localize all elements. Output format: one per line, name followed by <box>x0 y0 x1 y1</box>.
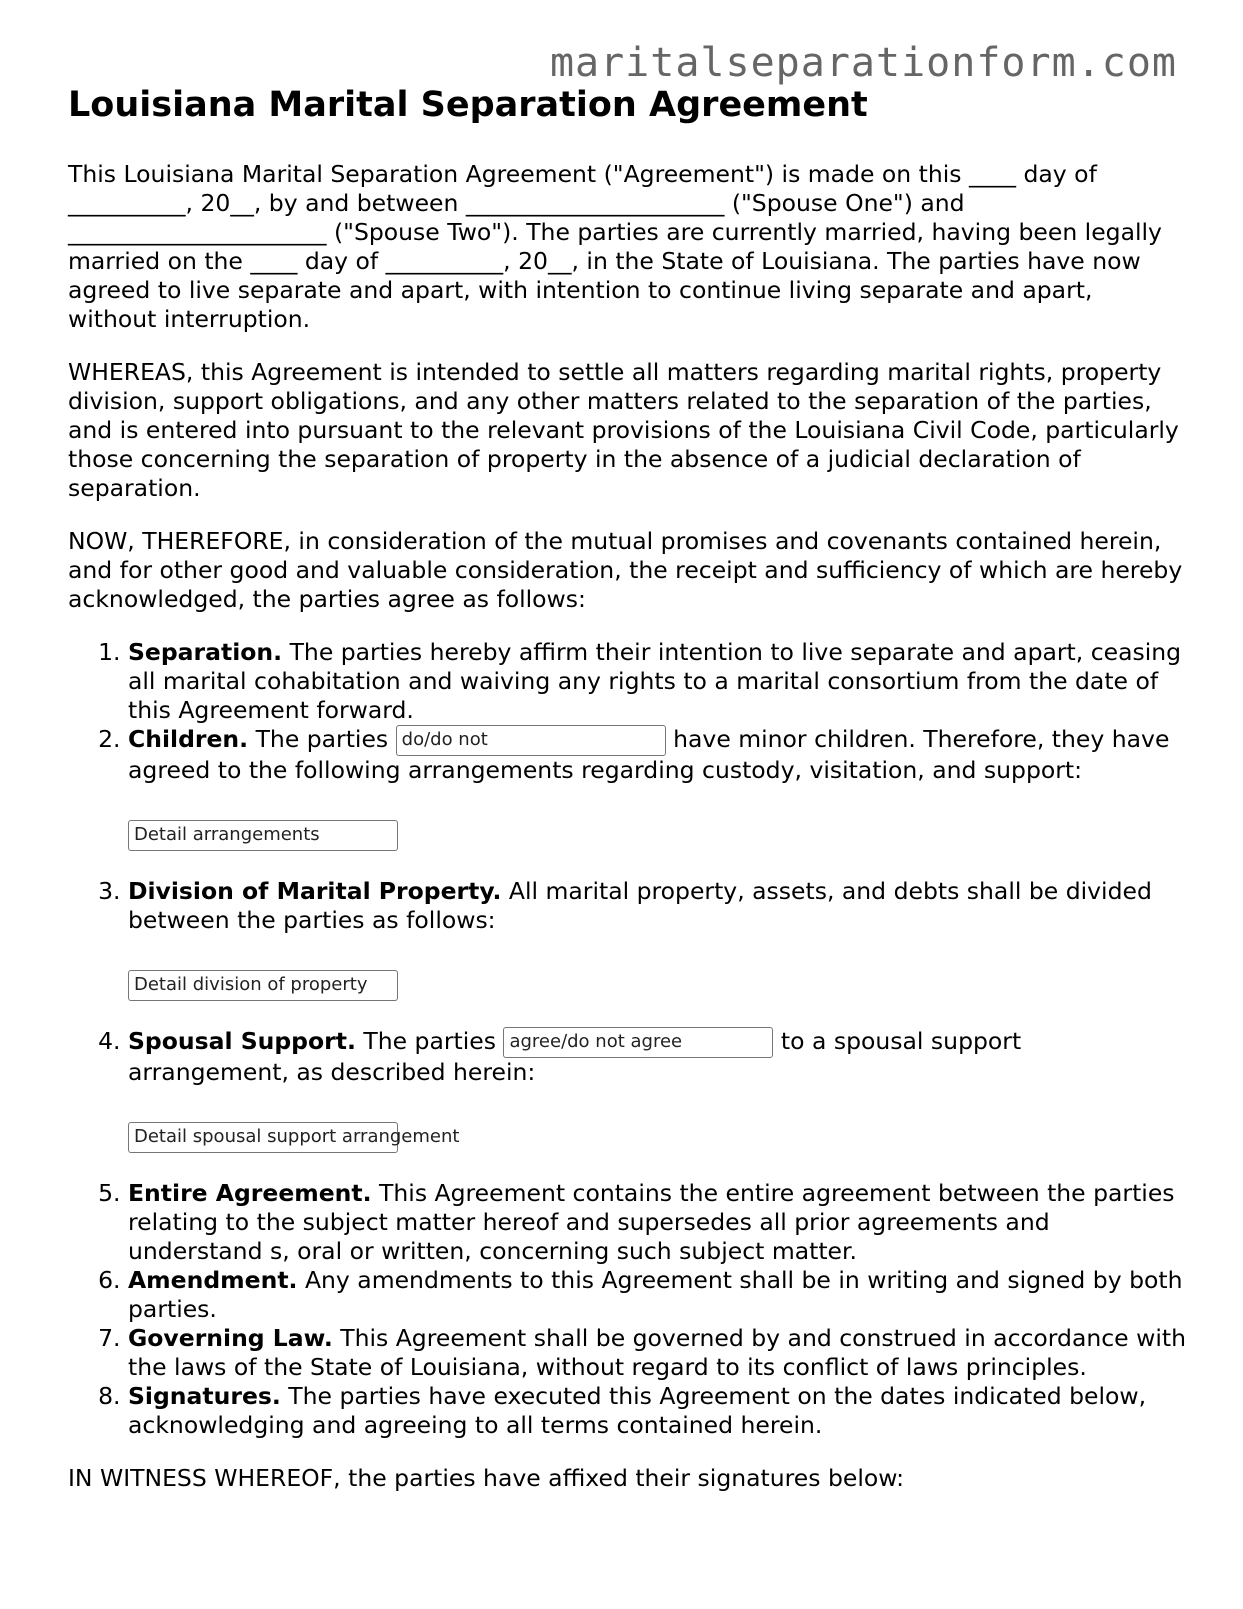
clause-entire-agreement <box>128 1179 1188 1266</box>
clause-text: This Agreement contains the entire agreement between the parties relating to the subject matter hereof and supersedes all prior agreements and understand s, oral or written, concerning such subject matter. <box>128 1179 1175 1265</box>
clause-separation <box>128 638 1188 725</box>
clause-children <box>128 725 1188 851</box>
whereas-paragraph: WHEREAS, this Agreement is intended to settle all matters regarding marital rights, property division, support obligations, and any other matters related to the separation of the parties, and is entered into pursuant to the relevant provisions of the Louisiana Civil Code, particularly those concerning the separation of property in the absence of a judicial declaration of separation. <box>68 358 1179 502</box>
property-division-field[interactable]: Detail division of property <box>128 970 398 1001</box>
watermark: maritalseparationform.com <box>549 40 1177 86</box>
clause-text: All marital property, assets, and debts shall be divided between the parties as follows: <box>128 877 1152 934</box>
clause-list <box>68 638 1188 1440</box>
clause-text: The parties hereby affirm their intention to live separate and apart, ceasing all marital cohabitation and waiving any rights to a marital consortium from the date of this Agreement forward. <box>128 638 1182 724</box>
clause-heading: Entire Agreement. <box>128 1179 372 1207</box>
clause-signatures <box>128 1382 1188 1440</box>
clause-text: to a spousal support arrangement, as described herein: <box>128 1027 1022 1086</box>
clause-text: have minor children. Therefore, they have agreed to the following arrangements regarding custody, visitation, and support: <box>128 725 1170 784</box>
children-status-field[interactable]: do/do not <box>396 725 666 756</box>
clause-heading: Governing Law. <box>128 1324 333 1352</box>
clause-text: The parties <box>355 1027 504 1055</box>
now-therefore-paragraph: NOW, THEREFORE, in consideration of the mutual promises and covenants contained herein, and for other good and valuable consideration, the receipt and sufficiency of which are hereby acknowledged, the parties agree as follows: <box>68 527 1183 613</box>
document-page <box>68 84 1188 1517</box>
clause-governing-law <box>128 1324 1188 1382</box>
children-arrangements-field[interactable]: Detail arrangements <box>128 820 398 851</box>
spousal-support-detail-field[interactable]: Detail spousal support arrangement <box>128 1122 398 1153</box>
clause-text: The parties have executed this Agreement on the dates indicated below, acknowledging and agreeing to all terms contained herein. <box>128 1382 1147 1439</box>
clause-heading: Spousal Support. <box>128 1027 356 1055</box>
clause-heading: Amendment. <box>128 1266 298 1294</box>
clause-amendment <box>128 1266 1188 1324</box>
spousal-support-status-field[interactable]: agree/do not agree <box>503 1027 773 1058</box>
clause-text: This Agreement shall be governed by and construed in accordance with the laws of the State of Louisiana, without regard to its conflict of laws principles. <box>128 1324 1186 1381</box>
clause-heading: Signatures. <box>128 1382 281 1410</box>
clause-heading: Children. <box>128 725 249 753</box>
clause-property <box>128 877 1188 1001</box>
clause-text: The parties <box>248 725 396 753</box>
clause-spousal-support <box>128 1027 1188 1153</box>
clause-text: Any amendments to this Agreement shall be in writing and signed by both parties. <box>128 1266 1183 1323</box>
clause-heading: Division of Marital Property. <box>128 877 502 905</box>
witness-paragraph: IN WITNESS WHEREOF, the parties have affixed their signatures below: <box>68 1464 905 1492</box>
page-title: Louisiana Marital Separation Agreement <box>68 85 868 125</box>
clause-heading: Separation. <box>128 638 283 666</box>
intro-paragraph: This Louisiana Marital Separation Agreement ("Agreement") is made on this ____ day of __________, 20__, by and between ______________________ ("Spouse One") and ______________________ ("Spouse Two"). The parties are currently married, having been legally married on the ____ day of __________, 20__, in the State of Louisiana. The parties have now agreed to live separate and apart, with intention to continue living separate and apart, without interruption. <box>68 160 1162 333</box>
